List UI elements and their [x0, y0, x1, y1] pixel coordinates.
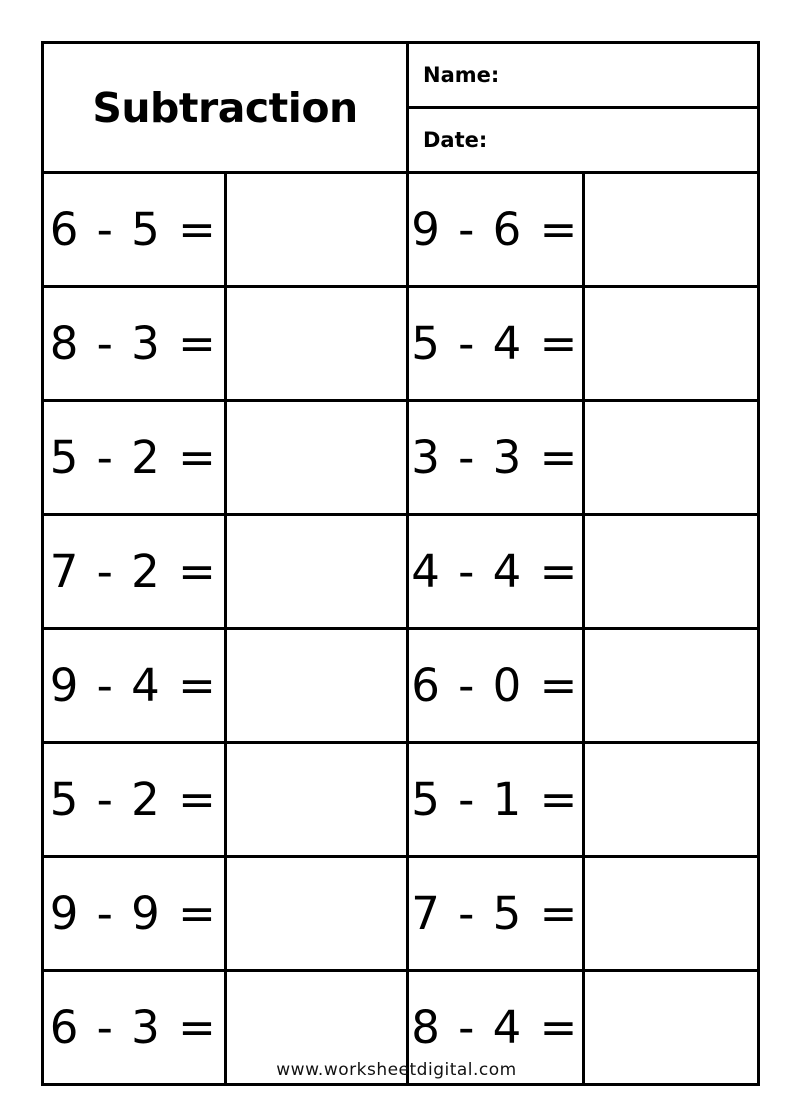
answer-box-left[interactable] — [225, 515, 408, 629]
problem-right: 3 - 3 = — [408, 401, 584, 515]
problem-right: 6 - 0 = — [408, 629, 584, 743]
answer-box-left[interactable] — [225, 401, 408, 515]
name-date-cell — [408, 43, 759, 173]
answer-box-right[interactable] — [583, 857, 759, 971]
header-row — [43, 43, 759, 173]
answer-box-right[interactable] — [583, 287, 759, 401]
answer-box-left[interactable] — [225, 287, 408, 401]
problem-left: 6 - 3 = — [43, 971, 226, 1085]
date-row — [409, 108, 757, 172]
problem-left: 7 - 2 = — [43, 515, 226, 629]
name-date-table — [409, 44, 757, 171]
table-row — [43, 629, 759, 743]
problem-left: 6 - 5 = — [43, 173, 226, 287]
problem-right: 9 - 6 = — [408, 173, 584, 287]
name-row — [409, 44, 757, 108]
answer-box-right[interactable] — [583, 401, 759, 515]
problem-right: 5 - 1 = — [408, 743, 584, 857]
footer-website: www.worksheetdigital.com — [276, 1060, 517, 1080]
table-row — [43, 743, 759, 857]
answer-box-left[interactable] — [225, 173, 408, 287]
name-field[interactable] — [409, 44, 757, 108]
answer-box-left[interactable] — [225, 743, 408, 857]
table-row — [43, 857, 759, 971]
problem-right: 5 - 4 = — [408, 287, 584, 401]
table-row — [43, 287, 759, 401]
answer-box-right[interactable] — [583, 515, 759, 629]
problem-left: 9 - 4 = — [43, 629, 226, 743]
problem-left: 5 - 2 = — [43, 743, 226, 857]
table-row — [43, 401, 759, 515]
worksheet-table — [41, 41, 760, 1086]
problem-left: 5 - 2 = — [43, 401, 226, 515]
answer-box-right[interactable] — [583, 629, 759, 743]
date-field[interactable] — [409, 108, 757, 172]
problem-right: 7 - 5 = — [408, 857, 584, 971]
worksheet-sheet — [41, 41, 751, 1086]
answer-box-left[interactable] — [225, 629, 408, 743]
answer-box-right[interactable] — [583, 743, 759, 857]
title-cell — [43, 43, 408, 173]
table-row — [43, 173, 759, 287]
answer-box-right[interactable] — [583, 173, 759, 287]
name-label: Name: — [423, 63, 500, 87]
problem-right: 8 - 4 = — [408, 971, 584, 1085]
problem-left: 8 - 3 = — [43, 287, 226, 401]
date-label: Date: — [423, 128, 488, 152]
page-title: Subtraction — [92, 83, 358, 132]
problem-right: 4 - 4 = — [408, 515, 584, 629]
problem-left: 9 - 9 = — [43, 857, 226, 971]
table-row — [43, 515, 759, 629]
answer-box-left[interactable] — [225, 857, 408, 971]
